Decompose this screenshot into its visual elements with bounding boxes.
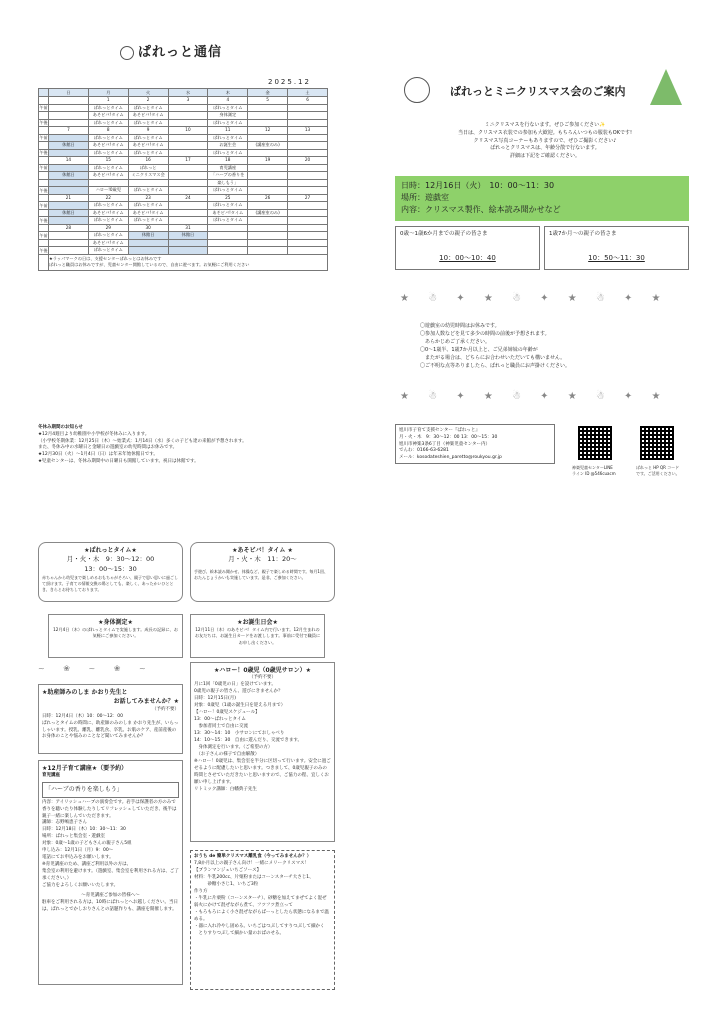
date-cell: 26 — [248, 194, 288, 202]
schedule-cell: あそビバ!タイム — [128, 112, 168, 120]
schedule-cell — [288, 134, 328, 142]
schedule-row — [39, 232, 328, 240]
schedule-cell — [208, 247, 248, 255]
midwife-line: 日時：12月4日（木）10：00～12：00 — [42, 713, 123, 719]
schedule-cell — [288, 172, 328, 180]
schedule-cell: ぱれっとタイム — [88, 164, 128, 172]
line-qr-caption-line: ライン ID @546cuacm — [572, 470, 616, 476]
christmas-title: ぱれっとミニクリスマス会のご案内 — [450, 85, 626, 98]
hello-zero-line: 13：30～14：10 小サロンにておしゃべり — [194, 731, 285, 737]
hello-zero-line: 13：00～ぱれっとタイム — [194, 717, 246, 723]
schedule-cell — [248, 232, 288, 240]
weekday-cell: 日 — [49, 89, 89, 97]
christmas-note-line: 〇ご不明な点等ありましたら、ぱれっと職員にお声掛けください。 — [420, 363, 571, 369]
herb-workshop-box: ★12月子育て講座★（要予約） 育児講座 「ハーブの香りを楽しもう」 内容：アイリッシュハーブの演奏会です。岩手は保護者の方のみで香りを聴いたり体験したりしてリフレッシュしていただき、後半は親子一緒に楽しんでいただきます。 講師：志野嶋恵子さん 日時：12月18日（木）10：30～11：30 場所：ぱれっと集会室・遊戯室 対象：0歳～1歳の子どもさんの親子さん5組 申し込み：12月1日（月）9：00～ 電話にてお申込みをお願いします。 ※育児講座のため、講座ご利用以外の方は、 集会室の利用を避けます。（遊戯室、集会室を利用される方は、ご了承ください。） ご協力をよろしくお願いいたします。 ～育児講座ご参加の皆様へ～ 駐車をご利用される方は、10時にぱれっとへお越しください。当日は、ぱれっとでかしおりさんとの話題作りも、講座を開催します。 — [38, 760, 183, 985]
period-label-cell: 午後 — [39, 187, 48, 193]
date-cell: 19 — [248, 157, 288, 165]
recipe-line: ・もろもろによく小さ混ぜながらぱーっとしたら状態になるまで温める。 — [194, 909, 329, 922]
schedule-cell: (講座室のみ) — [248, 209, 288, 217]
period-label-cell — [39, 179, 49, 187]
schedule-cell — [49, 187, 89, 195]
schedule-cell — [248, 172, 288, 180]
holiday-notice-line: ★児童センターは、冬休み期間中の日曜日も開館しています。祝日は休館です。 — [38, 458, 199, 464]
center-info-line: 月・火・木 9：30～12：00 13：00～15：30 — [399, 434, 498, 440]
date-cell — [49, 97, 89, 105]
weekday-cell: 火 — [128, 89, 168, 97]
christmas-note-line: 〇0～1歳半、1歳7か月以上と、ご兄弟姉妹の年齢が — [420, 347, 538, 353]
recipe-line: 材料：牛乳200cc、片栗粉またはコーンスターチ大さじ1、 — [194, 874, 314, 880]
homepage-qr-caption — [636, 465, 696, 476]
schedule-cell — [168, 119, 208, 127]
schedule-cell — [288, 179, 328, 187]
weekday-cell: 木 — [208, 89, 248, 97]
date-cell: 14 — [49, 157, 89, 165]
period-label-cell — [39, 112, 49, 120]
label-cell — [39, 97, 49, 105]
schedule-row — [39, 187, 328, 195]
schedule-cell — [248, 164, 288, 172]
period-label-cell: 午前 — [39, 105, 48, 111]
schedule-cell: ぱれっとタイム — [128, 134, 168, 142]
christmas-intro-line: 当日は、クリスマス衣装での参加も大歓迎。もちろんいつもの服装もOKです! — [457, 129, 633, 136]
schedule-cell: あそビバ!タイム — [88, 209, 128, 217]
herb-line: 集会室の利用を避けます。（遊戯室、集会室を利用される方は、ご了承ください。） — [42, 869, 179, 882]
schedule-row — [39, 202, 328, 210]
christmas-content: 内容：クリスマス製作、絵本読み聞かせなど — [401, 205, 561, 214]
christmas-notes — [420, 322, 690, 370]
schedule-cell — [248, 104, 288, 112]
schedule-cell — [288, 119, 328, 127]
christmas-tree-icon — [650, 69, 682, 105]
herb-line: 電話にてお申込みをお願いします。 — [42, 855, 114, 861]
period-label-cell: 午前 — [39, 202, 48, 208]
schedule-cell: ぱれっとタイム — [208, 134, 248, 142]
schedule-cell: 身体測定 — [208, 112, 248, 120]
herb-line: 場所：ぱれっと集会室・遊戯室 — [42, 834, 105, 840]
schedule-cell — [168, 134, 208, 142]
date-cell: 21 — [49, 194, 89, 202]
schedule-cell: あそビバ!タイム — [88, 142, 128, 150]
schedule-cell: 「ハーブの香りを — [208, 172, 248, 180]
date-cell: 16 — [128, 157, 168, 165]
date-cell: 30 — [128, 224, 168, 232]
schedule-cell: 休館日 — [49, 172, 89, 180]
date-cell: 25 — [208, 194, 248, 202]
schedule-row — [39, 104, 328, 112]
holiday-notice-line: ★12月30日（火）～1月4日（日）は年末年始休館日です。 — [38, 452, 158, 457]
age-group-2: 1歳7か月～の親子の皆さま 10：50～11：30 — [544, 226, 689, 270]
vine-decoration-icon: ~ ❀ ~ ❀ ~ — [38, 664, 154, 673]
schedule-cell: ぱれっとタイム — [208, 104, 248, 112]
schedule-cell — [168, 187, 208, 195]
schedule-cell: ぱれっとタイム — [128, 149, 168, 157]
weekday-header-row — [39, 89, 328, 97]
schedule-cell: ぱれっとタイム — [208, 217, 248, 225]
newsletter-title: ぱれっと通信 — [120, 44, 222, 62]
schedule-cell — [49, 217, 89, 225]
schedule-cell — [168, 172, 208, 180]
christmas-header — [398, 67, 688, 107]
weekday-cell: 金 — [248, 89, 288, 97]
date-row — [39, 224, 328, 232]
date-cell: 6 — [288, 97, 328, 105]
date-cell: 3 — [168, 97, 208, 105]
schedule-cell — [288, 232, 328, 240]
holiday-notice-line: ★12月4週目より幼稚園や小学校が冬休みに入ります。 — [38, 431, 150, 437]
hello-zero-line: 参加者同士で自由に交流 — [194, 724, 248, 730]
date-cell: 31 — [168, 224, 208, 232]
schedule-cell: ぱれっとタイム — [208, 187, 248, 195]
asobiba-time-box: ★あそビバ！タイム ★ 月・火・木 11：20～ 手遊び、絵本読み聞かせ、体操など、親子で楽しめる時間です。毎月1回、おたんじょうかいも実施しています。是非、ご参加ください。 — [190, 542, 335, 602]
weekday-cell: 月 — [88, 89, 128, 97]
line-qr-caption-line: 神楽児童センターLINE — [572, 465, 613, 470]
period-label-cell: 午前 — [39, 135, 48, 141]
schedule-row — [39, 179, 328, 187]
corner-cell — [39, 89, 49, 97]
schedule-cell — [248, 202, 288, 210]
date-cell: 20 — [288, 157, 328, 165]
schedule-cell — [49, 119, 89, 127]
schedule-cell — [88, 179, 128, 187]
schedule-cell: ぱれっとタイム — [88, 104, 128, 112]
schedule-cell — [248, 239, 288, 247]
schedule-cell — [288, 187, 328, 195]
christmas-intro-line: ぱれっとクリスマスは、年齢分散で行ないます。 — [490, 145, 600, 152]
schedule-cell — [49, 232, 89, 240]
weekday-cell: 水 — [168, 89, 208, 97]
date-cell: 7 — [49, 127, 89, 135]
schedule-row — [39, 164, 328, 172]
schedule-cell — [208, 232, 248, 240]
schedule-cell — [288, 112, 328, 120]
center-info-line: 旭川市子育て支援センター『ぱれっと』 — [399, 428, 480, 433]
schedule-cell: (講座室のみ) — [248, 142, 288, 150]
date-cell — [288, 224, 328, 232]
schedule-cell — [128, 239, 168, 247]
palette-logo-icon — [120, 46, 134, 60]
schedule-cell — [248, 179, 288, 187]
schedule-cell — [288, 209, 328, 217]
date-cell: 10 — [168, 127, 208, 135]
schedule-cell — [168, 142, 208, 150]
schedule-row — [39, 172, 328, 180]
label-cell — [39, 224, 49, 232]
hello-zero-line: 身体測定を行います。（ご希望の方） — [194, 744, 273, 750]
calendar-footnote-line: ★ラッパマークの日は、支援センターぱれっとはお休みです — [49, 256, 162, 262]
hello-zero-line: ※ハロー！0歳児は、集会室を半分に区切って行います。安全に過ごせるように配慮したいと思います。つきまして、0歳児親子のみの時間とさせていただきたいと思いますので、ご協力の程、宜しくお願い申し上げます。 — [194, 758, 331, 785]
date-row — [39, 127, 328, 135]
calendar-footnote-line: ぱれっと職員はお休みですが、児童センター開館しているので、自由に遊べます。お気軽にご利用ください — [49, 262, 250, 267]
center-info-line: でんわ：0166-63-6281 — [399, 448, 449, 454]
hello-zero-line: （お子さんの様子で自由解散） — [194, 751, 260, 757]
hello-zero-line: 14：10～15：30 自由に遊んだり、交流できます。 — [194, 738, 303, 744]
christmas-intro-line: 詳細は下記をご確認ください。 — [509, 153, 580, 159]
schedule-cell — [168, 217, 208, 225]
schedule-cell — [49, 202, 89, 210]
schedule-cell: 育児講座 — [208, 164, 248, 172]
period-label-cell: 午後 — [39, 217, 48, 223]
schedule-cell — [168, 239, 208, 247]
schedule-row — [39, 247, 328, 255]
schedule-cell: 楽しもう」 — [208, 179, 248, 187]
schedule-cell: ぱれっとタイム — [88, 247, 128, 255]
christmas-place: 場所：遊戯室 — [401, 193, 449, 202]
period-label-cell: 午前 — [39, 232, 48, 238]
schedule-cell — [288, 247, 328, 255]
schedule-cell — [288, 239, 328, 247]
recipe-line: とりすりつぶして細かい量のおばのせる。 — [194, 930, 284, 936]
label-cell — [39, 254, 49, 270]
issue-date: 2025.12 — [268, 78, 311, 86]
schedule-cell: あそビバ!タイム — [88, 239, 128, 247]
schedule-cell — [49, 112, 89, 120]
period-label-cell — [39, 172, 49, 180]
hello-zero-line: 月に1回「0歳児の日」を設けています。 — [194, 682, 276, 688]
schedule-cell — [168, 164, 208, 172]
date-cell: 18 — [208, 157, 248, 165]
date-row — [39, 194, 328, 202]
schedule-cell: 休館日 — [128, 232, 168, 240]
schedule-cell: ぱれっとタイム — [88, 232, 128, 240]
holiday-notice-title: 冬休み期間のお知らせ — [38, 425, 83, 430]
calendar — [38, 88, 328, 271]
label-cell — [39, 194, 49, 202]
date-cell: 9 — [128, 127, 168, 135]
date-cell: 5 — [248, 97, 288, 105]
date-cell: 23 — [128, 194, 168, 202]
hello-zero-line: 対象：0歳児（1歳の誕生日を迎える月まで） — [194, 703, 286, 709]
schedule-cell: ぱれっとタイム — [128, 202, 168, 210]
herb-line: 内容：アイリッシュハーブの演奏会です。岩手は保護者の方のみで香りを聴いたり体験したりしてリフレッシュしていただき、後半は親子一緒に楽しんでいただきます。 — [42, 799, 177, 819]
support-center-info — [395, 424, 555, 464]
christmas-intro-line: クリスマス写真コーナーもありますので、ぜひご撮影ください♪ — [473, 137, 617, 144]
schedule-cell: ぱれっとタイム — [88, 134, 128, 142]
hello-zero-line: 【ハロー！0歳児スケジュール】 — [194, 710, 260, 716]
period-label-cell: 午後 — [39, 120, 48, 126]
schedule-cell — [168, 104, 208, 112]
schedule-cell — [49, 104, 89, 112]
midwife-line: ぱれっとタイムの時間に、助産師のみのしま かおり先生が、いらっしゃいます。授乳、離乳、離乳食、卒乳、お肌のケア、産前産後のお身体のことや悩みのことなど聞いてみませんか？ — [42, 720, 179, 740]
schedule-cell: ぱれっとタイム — [88, 119, 128, 127]
recipe-line: 【ブランマンジェいちごソース】 — [194, 867, 262, 873]
date-cell: 8 — [88, 127, 128, 135]
herb-line: 申し込み：12月1日（月）9：00～ — [42, 848, 114, 854]
schedule-cell: あそビバ!タイム — [88, 172, 128, 180]
schedule-cell — [208, 239, 248, 247]
schedule-row — [39, 142, 328, 150]
schedule-cell — [248, 247, 288, 255]
schedule-cell — [168, 112, 208, 120]
body-measurement-box: ★身体測定★ 12月4日（木）のぱれっとタイムで実施します。成長の記録に、お気軽にご参加ください。 — [48, 614, 183, 658]
schedule-cell: 休館日 — [168, 232, 208, 240]
schedule-cell: ぱれっとタイム — [208, 149, 248, 157]
recipe-line: 砂糖小さじ1、いちご3粒 — [194, 881, 259, 887]
schedule-cell — [168, 202, 208, 210]
date-cell: 4 — [208, 97, 248, 105]
herb-line: 講師：志野嶋恵子さん — [42, 820, 87, 826]
schedule-row — [39, 119, 328, 127]
schedule-cell — [248, 134, 288, 142]
label-cell — [39, 127, 49, 135]
date-cell — [208, 224, 248, 232]
schedule-cell — [288, 217, 328, 225]
christmas-date: 日時：12月16日（火） 10：00～11：30 — [401, 181, 555, 190]
holiday-notice — [38, 425, 328, 466]
christmas-decoration-icon: ★ ☃ ✦ ★ ☃ ✦ ★ ☃ ✦ ★ — [400, 293, 669, 304]
date-cell: 29 — [88, 224, 128, 232]
hello-zero-line: 日時：12月15日(月) — [194, 696, 236, 702]
schedule-cell: ぱれっとタイム — [88, 217, 128, 225]
date-cell: 11 — [208, 127, 248, 135]
schedule-row — [39, 239, 328, 247]
schedule-cell — [288, 202, 328, 210]
schedule-row — [39, 149, 328, 157]
line-qr-code-icon[interactable] — [578, 426, 612, 460]
christmas-note-line: あらかじめご了承ください。 — [420, 339, 491, 345]
schedule-cell: ぱれっとタイム — [208, 119, 248, 127]
schedule-cell — [248, 217, 288, 225]
label-cell — [39, 157, 49, 165]
date-cell: 1 — [88, 97, 128, 105]
schedule-cell: 休館日 — [49, 142, 89, 150]
schedule-row — [39, 134, 328, 142]
date-cell: 28 — [49, 224, 89, 232]
date-cell — [248, 224, 288, 232]
schedule-row — [39, 217, 328, 225]
homepage-qr-caption-line: ぱれっと HP QR コード — [636, 465, 680, 470]
date-cell: 22 — [88, 194, 128, 202]
schedule-cell — [288, 142, 328, 150]
schedule-cell — [128, 179, 168, 187]
date-cell: 15 — [88, 157, 128, 165]
schedule-cell: お誕生会 — [208, 142, 248, 150]
calendar-footnote-row — [39, 254, 328, 270]
calendar-footnote — [49, 254, 328, 270]
herb-line: 日時：12月18日（木）10：30～11：30 — [42, 827, 126, 833]
schedule-cell: あそビバ!タイム — [208, 209, 248, 217]
period-label-cell — [39, 239, 49, 247]
homepage-qr-caption-line: です。ご活用ください。 — [636, 470, 680, 476]
schedule-cell — [128, 247, 168, 255]
schedule-cell: ぱれっとタイム — [128, 187, 168, 195]
schedule-cell — [49, 179, 89, 187]
schedule-cell — [168, 179, 208, 187]
schedule-cell: ぱれっとタイム — [88, 202, 128, 210]
recipe-line: 7,8か月以上の親子さん向け！一緒にメリークリスマス！ — [194, 860, 309, 866]
schedule-cell: 休館日 — [49, 209, 89, 217]
herb-line: 対象：0歳～1歳の子どもさんの親子さん5組 — [42, 841, 132, 847]
hello-zero-line: 0歳児の親子の皆さん、遊びにきませんか？ — [194, 689, 283, 695]
schedule-cell — [168, 247, 208, 255]
schedule-cell — [288, 149, 328, 157]
hello-zero-line: リトミック講師：白幡典子先生 — [194, 786, 257, 792]
herb-line: ※育児講座のため、講座ご利用以外の方は、 — [42, 862, 132, 868]
date-cell: 2 — [128, 97, 168, 105]
holiday-notice-line: また、冬休み中の水曜日と金曜日の遊戯室の幼児時間はお休みです。 — [38, 445, 178, 451]
weekday-cell: 土 — [288, 89, 328, 97]
schedule-cell — [248, 187, 288, 195]
christmas-details — [395, 176, 689, 221]
date-row — [39, 97, 328, 105]
schedule-row — [39, 112, 328, 120]
schedule-cell — [288, 104, 328, 112]
center-info-line: 旭川市神楽3条6丁目（神楽児童センター内） — [399, 441, 491, 447]
christmas-intro-line: ミニクリスマスを行ないます。ぜひご参加ください✨ — [484, 122, 606, 128]
schedule-cell: ぱれっと — [128, 164, 168, 172]
date-cell: 27 — [288, 194, 328, 202]
line-qr-caption — [572, 465, 632, 476]
hello-zero-box: ★ハロー！0歳児（0歳児サロン）★ （予約不要） 月に1回「0歳児の日」を設けています。 0歳児の親子の皆さん、遊びにきませんか？ 日時：12月15日(月) 対象：0歳児（1歳の誕生日を迎える月まで） 【ハロー！0歳児スケジュール】 13：00～ぱれっとタイム 参加者同士で自由に交流 13：30～14：10 小サロンにておしゃべり 14：10～15：30 自由に遊んだり、交流できます。 身体測定を行います。（ご希望の方） （お子さんの様子で自由解散） ※ハロー！0歳児は、集会室を半分に区切って行います。安全に過ごせるように配慮したいと思います。つきまして、0歳児親子のみの時間とさせていただきたいと思いますので、ご協力の程、宜しくお願い申し上げます。 リトミック講師：白幡典子先生 — [190, 662, 335, 842]
schedule-cell: ぱれっとタイム — [208, 202, 248, 210]
schedule-cell — [168, 149, 208, 157]
midwife-consult-box: ★助産師みのしま かおり先生と お話してみませんか？★ （予約不要） 日時：12月4日（木）10：00～12：00 ぱれっとタイムの時間に、助産師のみのしま かおり先生が、いらっしゃいます。授乳、離乳、離乳食、卒乳、お肌のケア、産前産後のお身体のことや悩みのことなど聞いてみませんか？ — [38, 684, 183, 754]
schedule-cell — [49, 149, 89, 157]
period-label-cell: 午後 — [39, 247, 48, 253]
age-group-1: 0歳～1歳6か月までの親子の皆さま 10：00～10：40 — [395, 226, 540, 270]
christmas-note-line: またがる場合は、どちらにお合わせいただいても構いません。 — [420, 355, 566, 361]
date-cell: 13 — [288, 127, 328, 135]
schedule-cell — [49, 239, 89, 247]
schedule-cell: ぱれっとタイム — [88, 149, 128, 157]
holiday-notice-line: （小学校冬期休業：12月25日（木）～始業式：1月14日（水）多くの子ども達の来館が予想されます。 — [38, 438, 247, 444]
schedule-cell — [248, 149, 288, 157]
schedule-cell: ぱれっとタイム — [128, 104, 168, 112]
period-label-cell: 午前 — [39, 165, 48, 171]
recipe-line: ・牛乳に片栗粉（コーンスターチ）、砂糖を加えてまぜてよく混ぜ弱火にかけて混ぜながら煮て、フツフツ煮立って — [194, 895, 327, 908]
paretto-time-box: ★ぱれっとタイム★ 月・火・木 9：30～12：00 13：00～15：30 赤ちゃんから幼児まで楽しめるおもちゃがそろい、親子で思い思いに過ごして頂けます。子育ての情報交換の場としても、楽しく、あったかいひととき、きらとお待ちしております。 — [38, 542, 183, 602]
christmas-decoration-bottom-icon: ★ ☃ ✦ ★ ☃ ✦ ★ ☃ ✦ ★ — [400, 391, 669, 402]
date-row — [39, 157, 328, 165]
schedule-cell: ミニクリスマス会 — [128, 172, 168, 180]
schedule-cell — [248, 119, 288, 127]
christmas-intro — [395, 122, 695, 161]
period-label-cell — [39, 142, 49, 150]
herb-line: ご協力をよろしくお願いいたします。 — [42, 883, 119, 889]
date-cell: 12 — [248, 127, 288, 135]
schedule-cell — [49, 247, 89, 255]
schedule-cell: あそビバ!タイム — [128, 209, 168, 217]
schedule-cell: ぱれっとタイム — [128, 119, 168, 127]
date-cell: 24 — [168, 194, 208, 202]
homepage-qr-code-icon[interactable] — [640, 426, 674, 460]
date-cell: 17 — [168, 157, 208, 165]
schedule-cell — [168, 209, 208, 217]
recipe-box: おうち de 簡単クリスマス離乳食（今ってみませんか？） 7,8か月以上の親子さん向け！一緒にメリークリスマス！ 【ブランマンジェいちごソース】 材料：牛乳200cc、片栗粉またはコーンスターチ大さじ1、 砂糖小さじ1、いちご3粒 作り方 ・牛乳に片栗粉（コーンスターチ）、砂糖を加えてまぜてよく混ぜ弱火にかけて混ぜながら煮て、フツフツ煮立って ・もろもろによく小さ混ぜながらぱーっとしたら状態になるまで温める。 ・器に入れ冷やし固める。いちごはつぶしてすりつぶして細かく とりすりつぶして細かい量のおばのせる。 — [190, 850, 335, 990]
recipe-line: 作り方 — [194, 888, 208, 894]
christmas-note-line: 〇参加人数などを見て多少の時間の前後が予想されます。 — [420, 331, 550, 337]
schedule-cell: あそビバ!タイム — [88, 112, 128, 120]
center-info-line: メール：kosodateshien_paretto@roukyou.gr.jp — [399, 455, 502, 460]
schedule-cell: ぱれっとタイム — [128, 217, 168, 225]
schedule-cell: あそビバ!タイム — [128, 142, 168, 150]
schedule-cell: ハロー!0歳児 — [88, 187, 128, 195]
birthday-party-box: ★お誕生日会★ 12月11日（木）のあそビバ！タイム内で行います。12月生まれのお友だちは、お誕生日カードをお渡しします。事前に受付で職員にお申し出ください。 — [190, 614, 325, 658]
period-label-cell — [39, 209, 49, 217]
christmas-note-line: 〇遊戯室の幼児時間はお休みです。 — [420, 323, 500, 329]
schedule-cell — [248, 112, 288, 120]
period-label-cell: 午後 — [39, 150, 48, 156]
schedule-cell — [49, 134, 89, 142]
schedule-cell — [49, 164, 89, 172]
recipe-line: ・器に入れ冷やし固める。いちごはつぶしてすりつぶして細かく — [194, 923, 325, 929]
schedule-cell — [288, 164, 328, 172]
schedule-row — [39, 209, 328, 217]
child-drawing-icon — [404, 77, 430, 103]
